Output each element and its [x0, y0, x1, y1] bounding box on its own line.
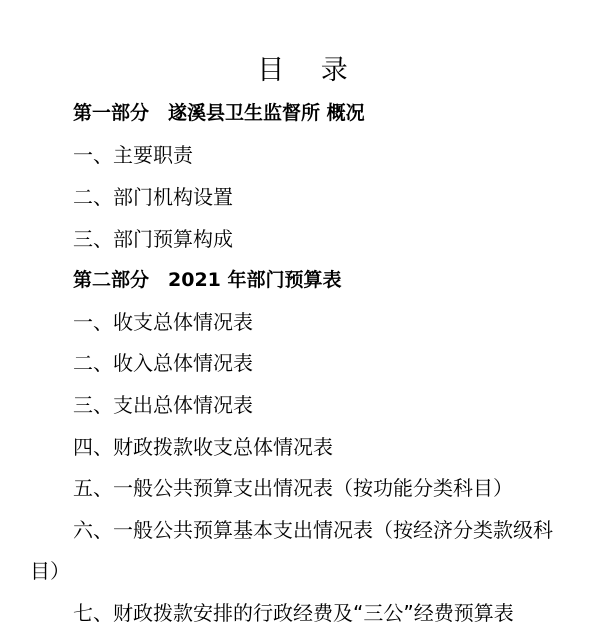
- part2-item-7: 七、财政拨款安排的行政经费及“三公”经费预算表: [73, 601, 514, 625]
- part1-item-3: 三、部门预算构成: [73, 227, 233, 251]
- part2-item-4: 四、财政拨款收支总体情况表: [73, 435, 333, 459]
- part2-item-1: 一、收支总体情况表: [73, 310, 253, 334]
- part1-item-2: 二、部门机构设置: [73, 185, 233, 209]
- toc-title: 目 录: [257, 55, 362, 86]
- part2-heading: 第二部分 2021 年部门预算表: [73, 269, 342, 291]
- part2-item-5: 五、一般公共预算支出情况表（按功能分类科目）: [73, 476, 513, 500]
- part2-item-6-wrap: 目）: [30, 559, 70, 583]
- part2-item-2: 二、收入总体情况表: [73, 351, 253, 375]
- part2-item-3: 三、支出总体情况表: [73, 393, 253, 417]
- part2-item-6: 六、一般公共预算基本支出情况表（按经济分类款级科: [73, 518, 553, 542]
- part1-item-1: 一、主要职责: [73, 143, 193, 167]
- part1-heading: 第一部分 遂溪县卫生监督所 概况: [73, 102, 365, 124]
